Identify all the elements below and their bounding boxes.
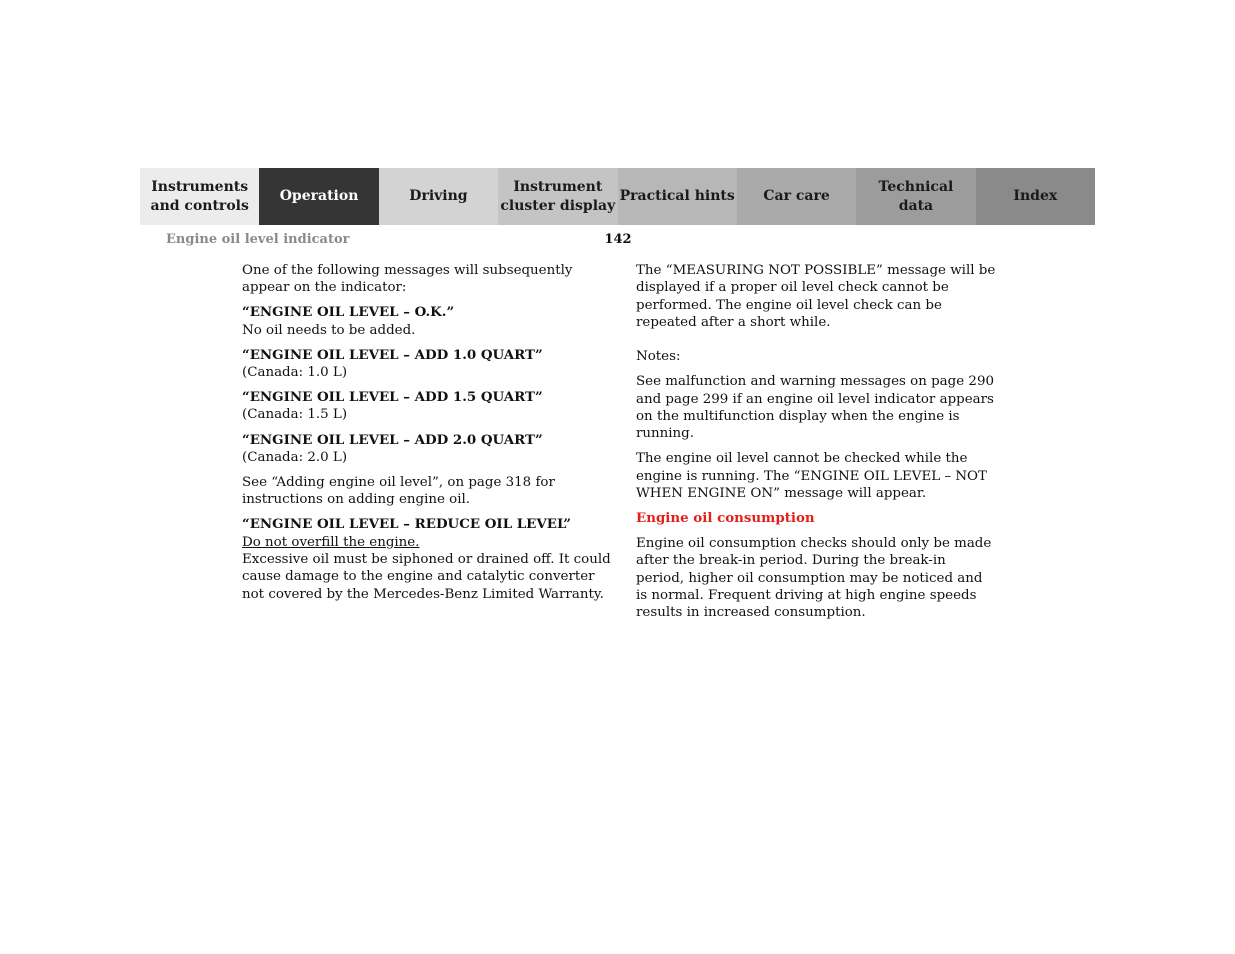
message-ok	[242, 304, 612, 339]
measuring-not-possible-paragraph: The “MEASURING NOT POSSIBLE” message will be displayed if a proper oil level check cannot be performed. The engine oil level check can be repeated after a short while.	[636, 263, 996, 330]
tab-car-care[interactable]: Car care	[737, 168, 856, 225]
overfill-warning: Do not overfill the engine.	[242, 534, 420, 550]
tab-driving[interactable]: Driving	[379, 168, 498, 225]
tab-practical-hints[interactable]: Practical hints	[618, 168, 737, 225]
page-title: Engine oil level indicator	[166, 232, 350, 247]
oil-consumption-paragraph: Engine oil consumption checks should only be made after the break-in period. During the break-in period, higher oil consumption may be noticed and is normal. Frequent driving at high engine speeds results in increased consumption.	[636, 536, 992, 621]
message-reduce	[242, 516, 612, 602]
left-column	[242, 262, 612, 611]
right-column	[636, 262, 996, 629]
notes-label: Notes:	[636, 349, 681, 365]
message-add-1-5-title: “ENGINE OIL LEVEL – ADD 1.5 QUART”	[242, 389, 543, 406]
message-add-1-0	[242, 347, 612, 382]
message-ok-text: No oil needs to be added.	[242, 322, 416, 338]
tab-instruments-and-controls[interactable]: Instruments and controls	[140, 168, 259, 225]
message-add-2-0	[242, 432, 612, 467]
section-heading-oil-consumption: Engine oil consumption	[636, 509, 815, 526]
message-reduce-title: “ENGINE OIL LEVEL – REDUCE OIL LEVEL”	[242, 516, 571, 533]
message-add-1-0-text: (Canada: 1.0 L)	[242, 365, 348, 381]
message-add-2-0-title: “ENGINE OIL LEVEL – ADD 2.0 QUART”	[242, 431, 543, 448]
message-add-1-5	[242, 389, 612, 424]
message-ok-title: “ENGINE OIL LEVEL – O.K.”	[242, 304, 455, 321]
message-add-2-0-text: (Canada: 2.0 L)	[242, 449, 348, 465]
note-engine-running: The engine oil level cannot be checked while the engine is running. The “ENGINE OIL LEVEL – NOT WHEN ENGINE ON” message will appear.	[636, 451, 987, 501]
tab-index[interactable]: Index	[976, 168, 1095, 225]
message-add-1-0-title: “ENGINE OIL LEVEL – ADD 1.0 QUART”	[242, 346, 543, 363]
see-adding-oil-paragraph: See “Adding engine oil level”, on page 318 for instructions on adding engine oil.	[242, 474, 555, 508]
message-add-1-5-text: (Canada: 1.5 L)	[242, 407, 348, 423]
page-number: 142	[604, 232, 632, 247]
section-tab-bar	[140, 168, 1095, 225]
intro-paragraph: One of the following messages will subsequently appear on the indicator:	[242, 263, 573, 296]
tab-instrument-cluster-display[interactable]: Instrument cluster display	[498, 168, 617, 225]
note-malfunction-messages: See malfunction and warning messages on page 290 and page 299 if an engine oil level indicator appears on the multifunction display when the engine is running.	[636, 374, 994, 442]
message-reduce-text: Excessive oil must be siphoned or drained off. It could cause damage to the engine and catalytic converter not covered by the Mercedes-Benz Limited Warranty.	[242, 551, 611, 602]
tab-operation[interactable]: Operation	[259, 168, 378, 225]
tab-technical-data[interactable]: Technical data	[856, 168, 975, 225]
